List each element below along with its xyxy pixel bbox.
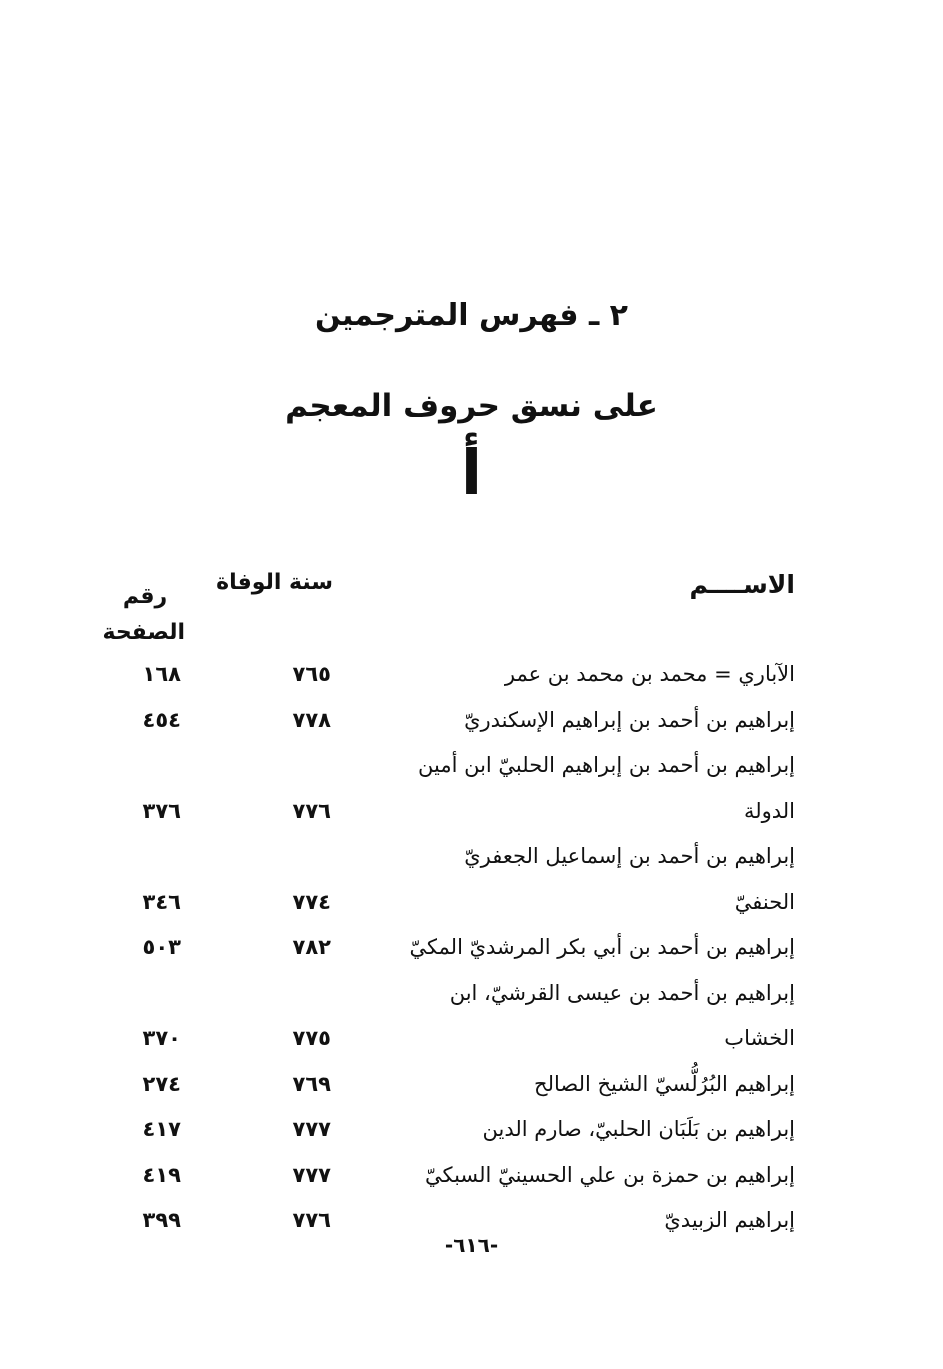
entry-name-line: الآباري = محمد بن محمد بن عمر: [504, 662, 795, 686]
entry-name-line: إبراهيم الزبيديّ: [664, 1208, 795, 1232]
entry-death-year: ٧٦٥: [292, 662, 331, 686]
alphabet-letter-heading: أ: [460, 436, 483, 509]
entry-page-number: ١٦٨: [142, 662, 181, 686]
entry-name-line: إبراهيم البُرُلُّسيّ الشيخ الصالح: [534, 1071, 795, 1096]
entry-death-year: ٧٨٢: [292, 935, 331, 959]
entry-name-line: الخشاب: [724, 1026, 795, 1050]
column-header-name: الاســــم: [689, 570, 795, 599]
section-title: ٢ ـ فهرس المترجمين: [315, 298, 628, 333]
entry-death-year: ٧٧٦: [292, 798, 331, 823]
entry-death-year: ٧٧٧: [292, 1117, 331, 1141]
column-header-death-year: سنة الوفاة: [216, 570, 333, 595]
entry-death-year: ٧٧٤: [292, 889, 331, 914]
entry-page-number: ٣٤٦: [142, 889, 181, 914]
entry-death-year: ٧٧٧: [292, 1162, 331, 1187]
entry-death-year: ٧٧٨: [292, 707, 331, 732]
column-header-page-number: [102, 579, 185, 651]
page-number: -٦١٦-: [444, 1233, 499, 1257]
entry-name-line: إبراهيم بن حمزة بن علي الحسينيّ السبكيّ: [424, 1162, 795, 1187]
entry-page-number: ٢٧٤: [142, 1071, 181, 1096]
entry-name-line: إبراهيم بن أحمد بن إبراهيم الحلبيّ ابن أمين: [418, 753, 795, 777]
entry-name-line: إبراهيم بن أحمد بن إسماعيل الجعفريّ: [464, 844, 795, 868]
entry-page-number: ٥٠٣: [142, 935, 181, 959]
entry-death-year: ٧٦٩: [292, 1071, 331, 1096]
entry-name-line: إبراهيم بن أحمد بن عيسى القرشيّ، ابن: [449, 980, 795, 1005]
entry-page-number: ٣٧٠: [142, 1026, 181, 1050]
entry-name-line: الحنفيّ: [734, 889, 795, 914]
entry-death-year: ٧٧٥: [292, 1026, 331, 1050]
entry-name-line: الدولة: [743, 798, 795, 823]
column-header-page-line1: رقم: [122, 584, 168, 609]
entry-page-number: ٣٧٦: [142, 798, 181, 823]
entry-page-number: ٤٥٤: [142, 707, 181, 732]
entry-page-number: ٣٩٩: [142, 1208, 181, 1232]
entry-page-number: ٤١٧: [142, 1117, 181, 1141]
entry-death-year: ٧٧٦: [292, 1208, 331, 1232]
column-header-page-line2: الصفحة: [102, 620, 185, 645]
entry-name-line: إبراهيم بن أحمد بن أبي بكر المرشديّ المكيّ: [409, 935, 795, 959]
entry-name-line: إبراهيم بن أحمد بن إبراهيم الإسكندريّ: [464, 707, 795, 732]
entry-name-line: إبراهيم بن بَلَبَان الحلبيّ، صارم الدين: [482, 1117, 795, 1141]
section-subtitle: على نسق حروف المعجم: [285, 388, 658, 424]
entry-page-number: ٤١٩: [142, 1162, 181, 1187]
